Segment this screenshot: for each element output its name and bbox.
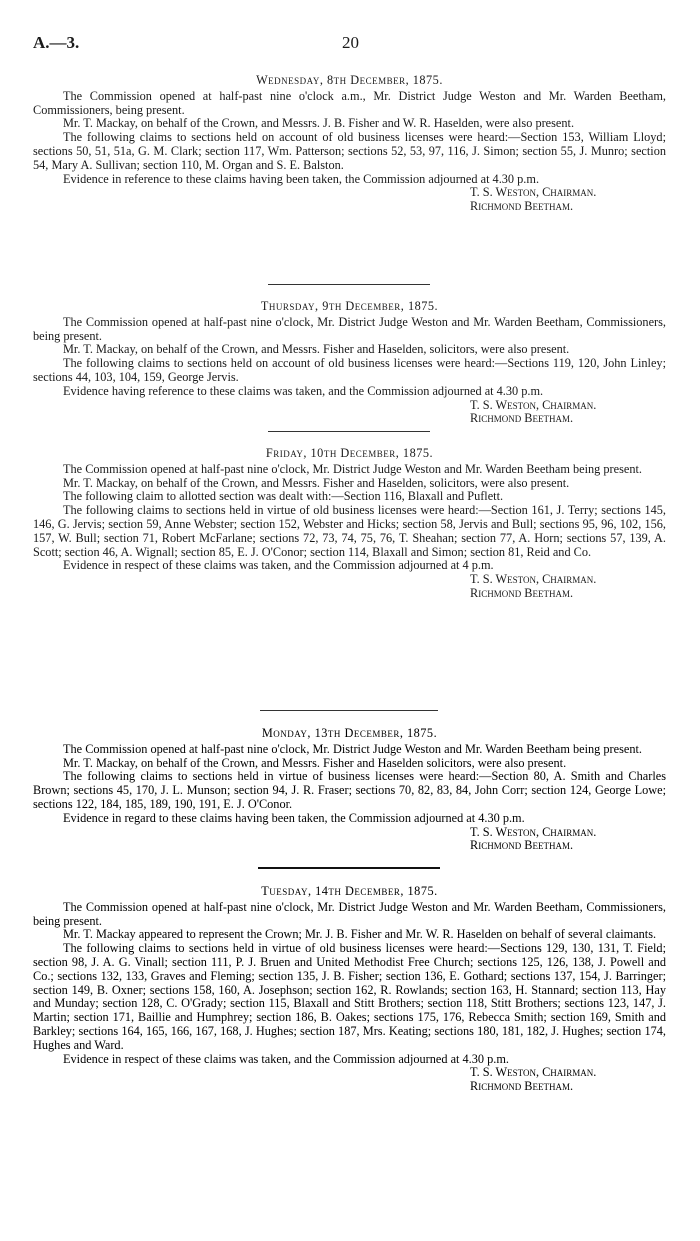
signature-chairman: T. S. Weston, Chairman. — [470, 572, 597, 587]
signature-chairman: T. S. Weston, Chairman. — [470, 185, 597, 200]
signature-commissioner: Richmond Beetham. — [470, 199, 574, 214]
signature-commissioner: Richmond Beetham. — [470, 411, 574, 426]
entry-paragraph: Mr. T. Mackay, on behalf of the Crown, and Messrs. Fisher and Haselden, solicitors, were also present. — [63, 475, 570, 490]
entry-paragraph: The following claims to sections held in virtue of business licenses were heard:—Section 80, A. Smith and Charles Brown; sections 45, 170, J. L. Munson; section 94, J. R. Fraser; sections 70, 82, 83, 84, John Corr; section 124, George Lowe; sections 122, 184, 185, 189, 190, 191, E. J. O'Conor. — [33, 769, 666, 811]
entry-paragraph: Evidence in respect of these claims was taken, and the Commission adjourned at 4 p.m. — [63, 558, 494, 573]
entry-paragraph: Mr. T. Mackay, on behalf of the Crown, and Messrs. Fisher and Haselden, solicitors, were also present. — [63, 342, 570, 357]
entry-date: Monday, 13th December, 1875. — [261, 726, 438, 740]
entry-paragraph: The following claim to allotted section was dealt with:—Section 116, Blaxall and Puflett. — [63, 489, 504, 504]
entry-date: Wednesday, 8th December, 1875. — [256, 73, 443, 87]
entry-friday — [33, 447, 666, 601]
entry-paragraph: The Commission opened at half-past nine o'clock, Mr. District Judge Weston and Mr. Warden Beetham being present. — [63, 461, 642, 476]
entry-paragraph: The following claims to sections held in virtue of old business licenses were heard:—Sections 129, 130, 131, T. Field; section 98, J. A. G. Vinall; section 111, P. J. Bruen and United Methodist Free Church; sections 125, 126, 138, J. Powell and Co.; sections 132, 133, Graves and Fleming; section 135, J. B. Fisher; section 136, E. Gothard; sections 137, 154, J. Barringer; section 149, B. Oxner; sections 158, 160, A. Josephson; section 162, R. Rowlands; section 163, H. Stannard; section 113, Hay and Munday; section 128, C. O'Grady; section 115, Blaxall and Stitt Brothers; section 118, Stitt Brothers; sections 123, 147, J. Martin; section 171, Baillie and Humphrey; section 186, B. Oakes; sections 175, 176, Rebecca Smith; section 169, Smith and Barkley; sections 164, 165, 166, 167, 168, J. Hughes; section 187, Mrs. Keating; sections 180, 181, 182, J. Hughes; section 174, Hughes and Ward. — [33, 941, 666, 1052]
entry-tuesday — [33, 885, 666, 1094]
entry-paragraph: The Commission opened at half-past nine o'clock, Mr. District Judge Weston and Mr. Warden Beetham, Commissioners, being present. — [33, 899, 666, 928]
entry-paragraph: The following claims to sections held on account of old business licenses were heard:—Section 153, William Lloyd; sections 50, 51, 51a, G. M. Clark; section 117, Wm. Patterson; sections 52, 53, 97, 116, J. Simon; section 55, J. Munro; section 54, Mary A. Sullivan; section 110, M. Organ and S. E. Balston. — [33, 130, 666, 172]
entry-paragraph: Evidence in regard to these claims having been taken, the Commission adjourned at 4.30 p.m. — [63, 810, 525, 825]
section-divider — [268, 431, 430, 432]
document-reference: A.—3. — [33, 33, 80, 52]
entry-paragraph: Evidence in reference to these claims having been taken, the Commission adjourned at 4.30 p.m. — [63, 171, 540, 186]
signature-chairman: T. S. Weston, Chairman. — [470, 824, 597, 839]
section-divider — [258, 867, 440, 869]
entry-paragraph: The Commission opened at half-past nine o'clock, Mr. District Judge Weston and Mr. Warden Beetham, Commissioners, being present. — [33, 314, 666, 343]
section-divider — [260, 710, 438, 711]
signature-chairman: T. S. Weston, Chairman. — [470, 397, 597, 412]
entry-paragraph: The following claims to sections held in virtue of old business licenses were heard:—Section 161, J. Terry; sections 145, 146, G. Jervis; section 59, Anne Webster; section 152, Webster and Hicks; section 58, Jervis and Bull; sections 95, 96, 102, 156, 157, W. Bull; section 71, Robert McFarlane; sections 72, 73, 74, 75, 76, T. Sheahan; section 77, A. Horn; sections 57, 139, A. Scott; section 46, A. Wignall; section 85, E. J. O'Conor; section 114, Blaxall and Simon; section 81, Reid and Co. — [33, 503, 666, 559]
entry-date: Thursday, 9th December, 1875. — [260, 299, 439, 313]
entry-paragraph: Mr. T. Mackay, on behalf of the Crown, and Messrs. J. B. Fisher and W. R. Haselden, were also present. — [63, 116, 575, 131]
page-number: 20 — [342, 33, 359, 52]
entry-paragraph: Mr. T. Mackay appeared to represent the Crown; Mr. J. B. Fisher and Mr. W. R. Haselden on behalf of several claimants. — [63, 927, 657, 942]
entry-monday — [33, 727, 666, 853]
entry-paragraph: The following claims to sections held on account of old business licenses were heard:—Sections 119, 120, John Linley; sections 44, 103, 104, 159, George Jervis. — [33, 356, 666, 384]
entry-date: Tuesday, 14th December, 1875. — [261, 884, 438, 898]
entry-date: Friday, 10th December, 1875. — [265, 446, 434, 460]
entry-wednesday — [33, 74, 666, 214]
entry-paragraph: The Commission opened at half-past nine o'clock a.m., Mr. District Judge Weston and Mr. Warden Beetham, Commissioners, being present. — [33, 88, 666, 117]
signature-commissioner: Richmond Beetham. — [470, 585, 574, 600]
entry-paragraph: Evidence in respect of these claims was taken, and the Commission adjourned at 4.30 p.m. — [63, 1051, 509, 1066]
entry-paragraph: Mr. T. Mackay, on behalf of the Crown, and Messrs. Fisher and Haselden solicitors, were also present. — [63, 755, 567, 770]
entry-paragraph: The Commission opened at half-past nine o'clock, Mr. District Judge Weston and Mr. Warden Beetham being present. — [63, 741, 642, 756]
signature-chairman: T. S. Weston, Chairman. — [470, 1065, 597, 1080]
signature-commissioner: Richmond Beetham. — [470, 838, 574, 853]
entry-paragraph: Evidence having reference to these claims was taken, and the Commission adjourned at 4.30 p.m. — [63, 383, 544, 398]
entry-thursday — [33, 300, 666, 426]
section-divider — [268, 284, 430, 285]
signature-commissioner: Richmond Beetham. — [470, 1079, 574, 1094]
